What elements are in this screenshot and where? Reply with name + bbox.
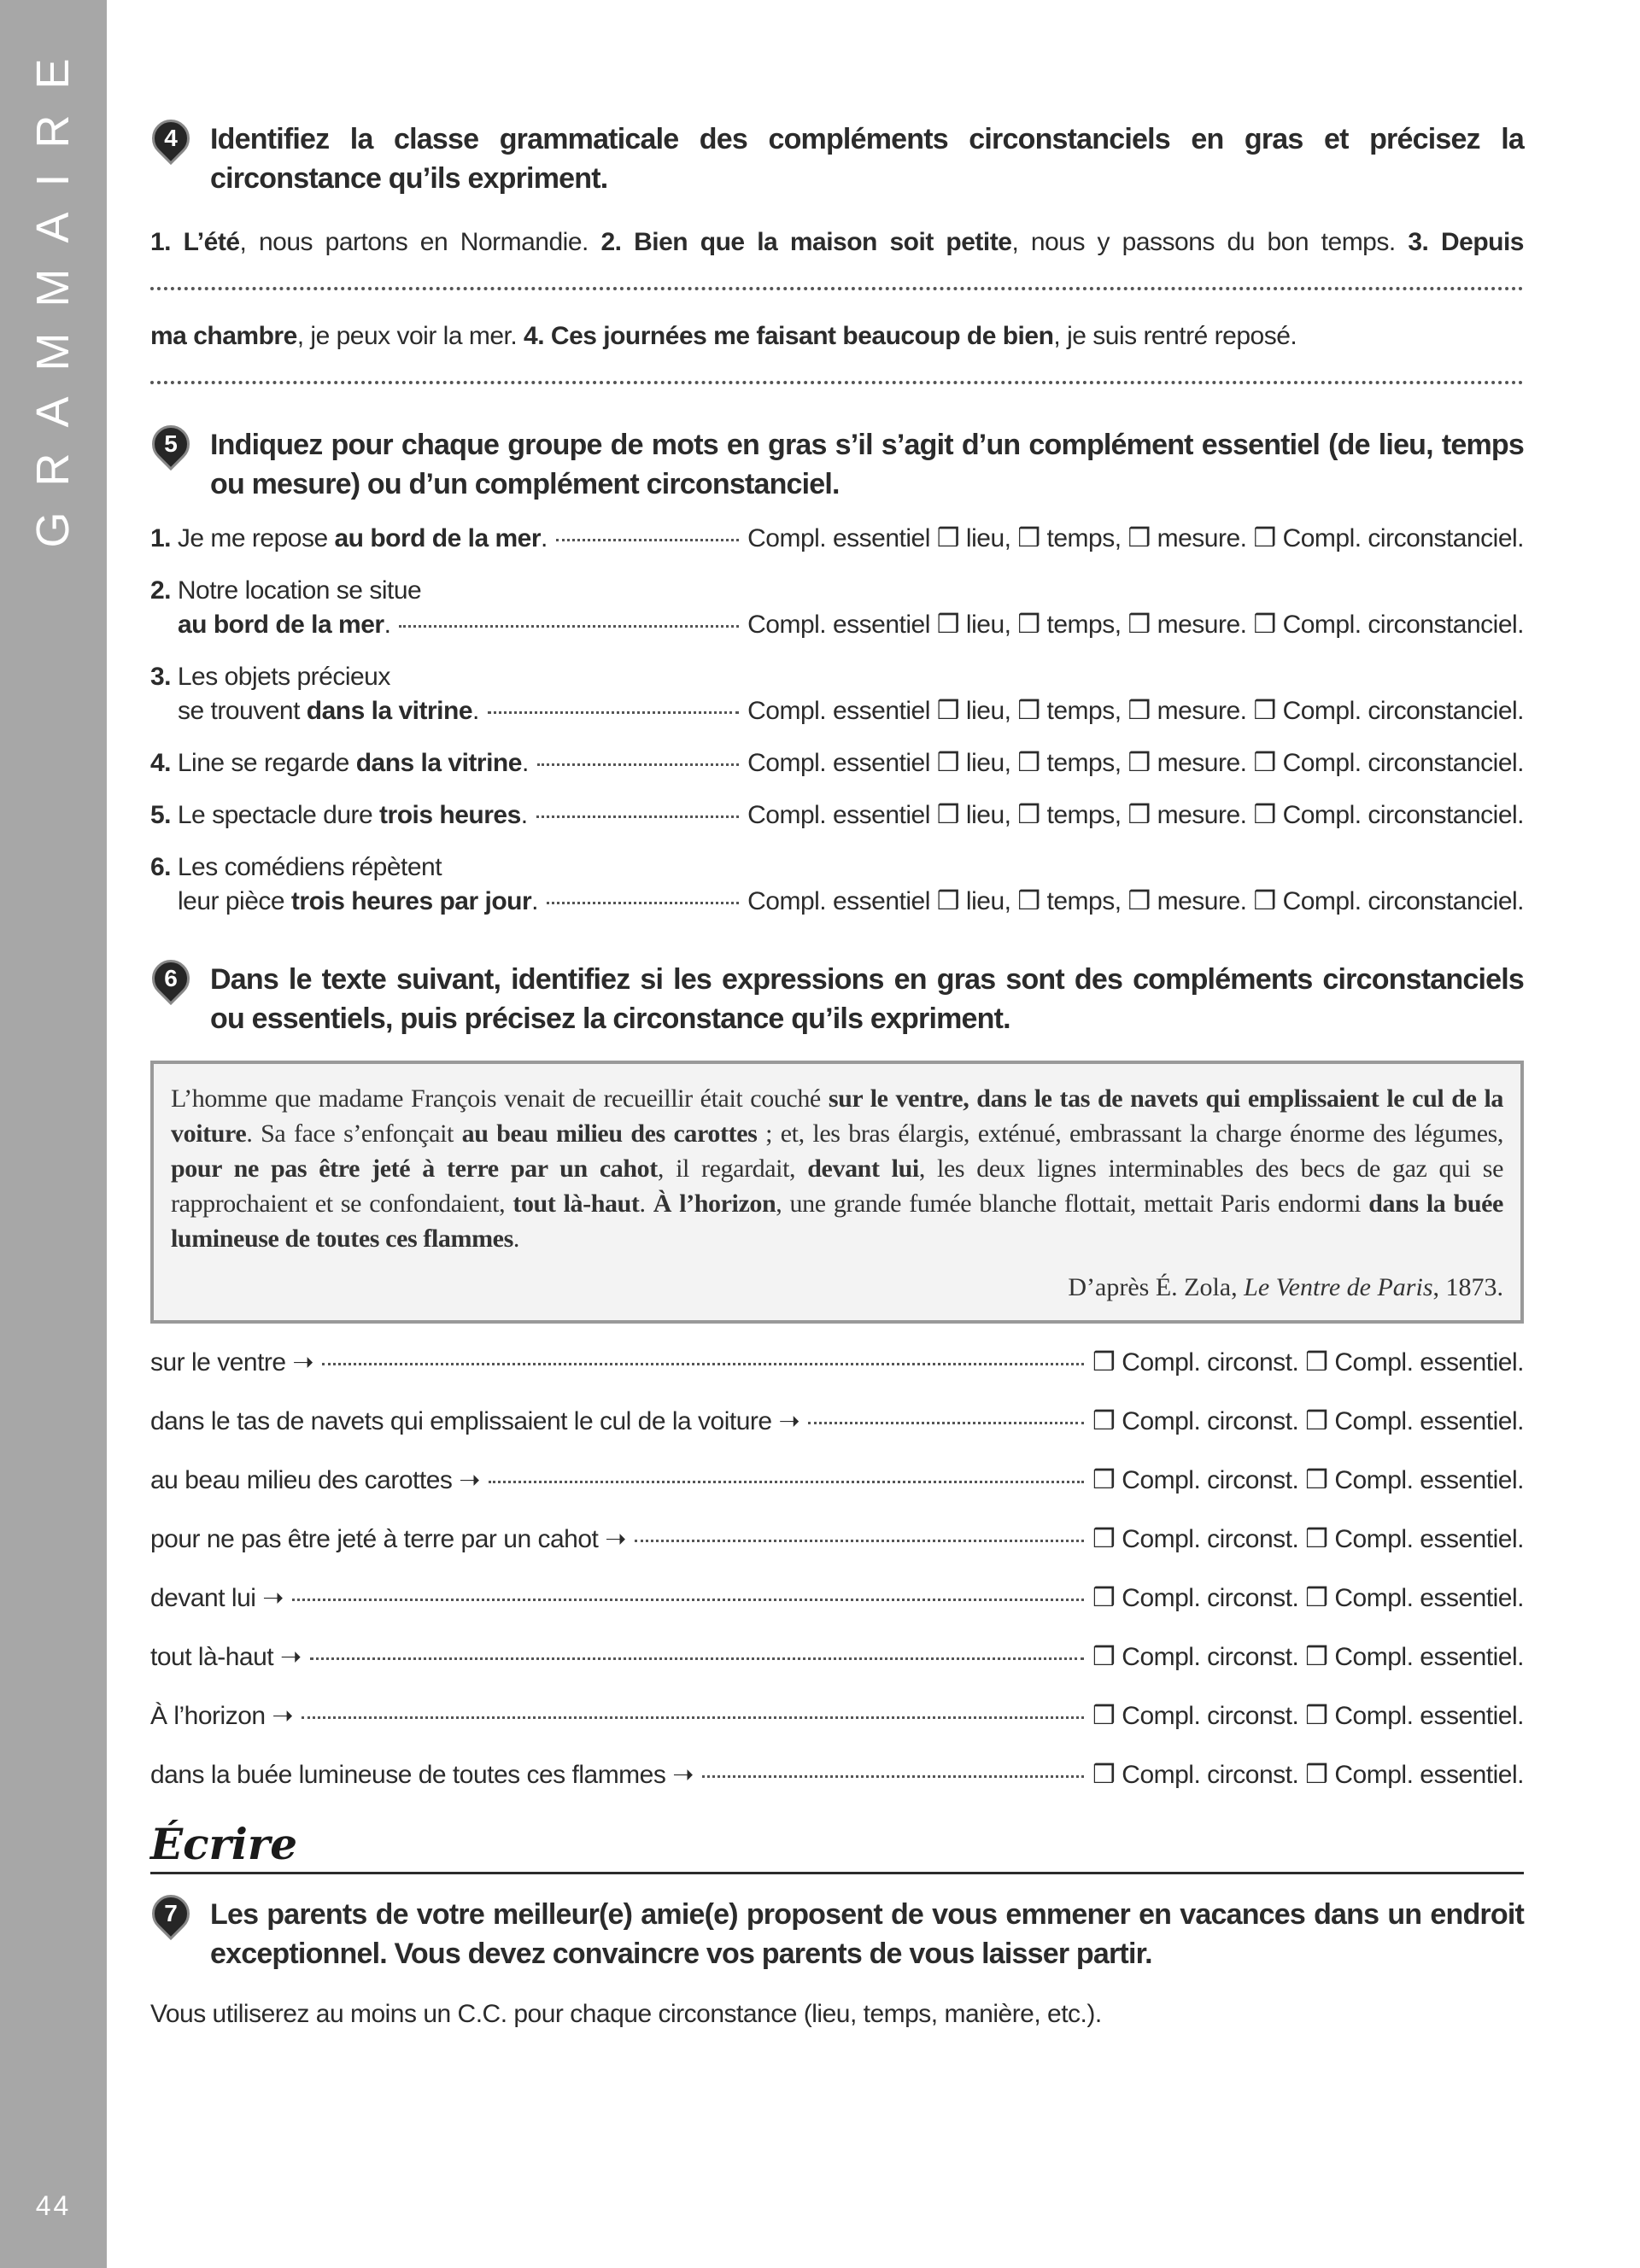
- exercise-6-item: [150, 1758, 1524, 1792]
- expression-label: [150, 1758, 694, 1792]
- text-segment: Le spectacle dure: [177, 801, 380, 829]
- exercise-5-item: [150, 522, 1524, 556]
- checkbox-options[interactable]: Compl. essentiel ❒ lieu, ❒ temps, ❒ mesure. ❒ Compl. circonstanciel.: [747, 524, 1524, 552]
- arrow-icon: ➝: [778, 1407, 800, 1435]
- text-segment: .: [639, 1190, 653, 1218]
- checkbox-options[interactable]: Compl. essentiel ❒ lieu, ❒ temps, ❒ mesure. ❒ Compl. circonstanciel.: [747, 697, 1524, 725]
- item-line: [150, 798, 1524, 833]
- answer-dots[interactable]: [556, 539, 739, 541]
- expression-label: [150, 1640, 302, 1675]
- item-number: 6.: [150, 853, 172, 881]
- exercise-4-title: Identifiez la classe grammaticale des compléments circonstanciels en gras et précisez la circonstance qu’ils expriment.: [210, 123, 1524, 195]
- exercise-number-badge: 4: [144, 112, 197, 165]
- answer-line[interactable]: [150, 287, 1524, 290]
- bold-phrase: tout là-haut: [512, 1190, 640, 1218]
- checkbox-options[interactable]: ❒ Compl. circonst. ❒ Compl. essentiel.: [1092, 1702, 1524, 1730]
- item-number: 5.: [150, 801, 172, 829]
- text-segment: , 1873.: [1432, 1273, 1503, 1301]
- exercise-6-item: [150, 1699, 1524, 1733]
- arrow-icon: ➝: [459, 1466, 480, 1494]
- item-line: [150, 885, 1524, 919]
- item-line: [150, 608, 1524, 642]
- exercise-6-item: [150, 1464, 1524, 1498]
- text-segment: , nous y passons du bon temps.: [1011, 228, 1409, 256]
- exercise-6-items: [150, 1346, 1524, 1792]
- expression: dans le tas de navets qui emplissaient le cul de la voiture: [150, 1407, 772, 1435]
- bold-phrase: au bord de la mer: [334, 524, 542, 552]
- text-segment: , nous partons en Normandie.: [239, 228, 601, 256]
- text-segment: .: [384, 611, 391, 639]
- checkbox-options[interactable]: ❒ Compl. circonst. ❒ Compl. essentiel.: [1092, 1407, 1524, 1435]
- exercise-number-badge: 6: [144, 952, 197, 1005]
- answer-dots[interactable]: [399, 625, 739, 628]
- item-text: [150, 522, 548, 556]
- answer-dots[interactable]: [310, 1657, 1084, 1660]
- expression: dans la buée lumineuse de toutes ces flammes: [150, 1761, 666, 1789]
- item-number: 3.: [150, 663, 172, 691]
- text-segment: .: [541, 524, 548, 552]
- answer-dots[interactable]: [635, 1540, 1084, 1542]
- item-intro-text: Notre location se situe: [177, 576, 422, 605]
- bold-phrase: dans la vitrine: [355, 749, 522, 777]
- bold-phrase: au beau milieu des carottes: [461, 1119, 758, 1148]
- text-segment: D’après É. Zola,: [1068, 1273, 1245, 1301]
- page-number: 44: [35, 2190, 72, 2221]
- text-segment: .: [531, 887, 539, 915]
- expression: au beau milieu des carottes: [150, 1466, 453, 1494]
- answer-dots[interactable]: [292, 1599, 1084, 1601]
- text-segment: .: [512, 1225, 519, 1253]
- bold-phrase: au bord de la mer: [178, 611, 384, 639]
- text-segment: ; et, les bras élargis, exténué, embrassant la charge énorme des légumes,: [757, 1119, 1503, 1148]
- bold-phrase: dans la vitrine: [306, 697, 473, 725]
- exercise-6-item: [150, 1523, 1524, 1557]
- text-segment: , il regardait,: [657, 1154, 808, 1183]
- bold-phrase: 1.: [150, 228, 184, 256]
- bold-phrase: Depuis: [1440, 228, 1524, 256]
- text-segment: .: [472, 697, 479, 725]
- item-number: 4.: [150, 749, 172, 777]
- bold-phrase: L’été: [183, 228, 240, 256]
- expression-label: [150, 1464, 480, 1498]
- text-segment: .: [520, 801, 528, 829]
- exercise-5-item: [150, 798, 1524, 833]
- exercise-4-header: [150, 120, 1524, 198]
- expression-label: [150, 1699, 293, 1733]
- exercise-number-badge: 5: [144, 418, 197, 471]
- section-title: GRAMMAIRE: [27, 32, 79, 548]
- bold-phrase: 2.: [600, 228, 635, 256]
- bold-phrase: 4.: [524, 322, 551, 350]
- bold-phrase: À l’horizon: [653, 1190, 776, 1218]
- exercise-4-line-2: [150, 319, 1524, 354]
- answer-dots[interactable]: [808, 1422, 1084, 1424]
- expression: devant lui: [150, 1584, 256, 1612]
- answer-dots[interactable]: [322, 1363, 1084, 1365]
- item-text: [150, 694, 479, 728]
- arrow-icon: ➝: [292, 1348, 314, 1377]
- answer-dots[interactable]: [489, 1481, 1084, 1483]
- item-intro: [150, 850, 1524, 885]
- exercise-7-instruction: Vous utiliserez au moins un C.C. pour chaque circonstance (lieu, temps, manière, etc.).: [150, 2000, 1102, 2028]
- exercise-5-item: [150, 850, 1524, 919]
- exercise-7-header: [150, 1895, 1524, 1973]
- excerpt-source: [171, 1270, 1503, 1305]
- item-intro: [150, 660, 1524, 694]
- item-text: [150, 746, 529, 780]
- checkbox-options[interactable]: Compl. essentiel ❒ lieu, ❒ temps, ❒ mesure. ❒ Compl. circonstanciel.: [747, 611, 1524, 639]
- exercise-6-item: [150, 1640, 1524, 1675]
- bold-phrase: sur le ventre, dans le tas de navets qui emplissaient le cul de la voiture: [171, 1084, 1503, 1148]
- exercise-5-title: Indiquez pour chaque groupe de mots en gras s’il s’agit d’un complément essentiel (de lieu, temps ou mesure) ou d’un complément circonstanciel.: [210, 429, 1524, 500]
- section-heading-ecrire: Écrire: [150, 1819, 298, 1869]
- answer-dots[interactable]: [702, 1775, 1084, 1778]
- checkbox-options[interactable]: Compl. essentiel ❒ lieu, ❒ temps, ❒ mesure. ❒ Compl. circonstanciel.: [747, 749, 1524, 777]
- exercise-5-item: [150, 746, 1524, 780]
- answer-line[interactable]: [150, 381, 1524, 384]
- checkbox-options[interactable]: ❒ Compl. circonst. ❒ Compl. essentiel.: [1092, 1525, 1524, 1553]
- answer-dots[interactable]: [488, 711, 739, 714]
- text-segment: , une grande fumée blanche flottait, mettait Paris endormi: [776, 1190, 1369, 1218]
- text-segment: Je me repose: [177, 524, 335, 552]
- exercise-5-item: [150, 574, 1524, 642]
- item-text: [150, 798, 528, 833]
- text-segment: .: [521, 749, 529, 777]
- sidebar: [0, 0, 107, 2268]
- checkbox-options[interactable]: Compl. essentiel ❒ lieu, ❒ temps, ❒ mesure. ❒ Compl. circonstanciel.: [747, 801, 1524, 829]
- answer-dots[interactable]: [302, 1716, 1084, 1719]
- answer-dots[interactable]: [536, 815, 740, 818]
- divider: [150, 1872, 1524, 1874]
- bold-phrase: trois heures: [379, 801, 521, 829]
- arrow-icon: ➝: [279, 1643, 302, 1671]
- checkbox-options[interactable]: ❒ Compl. circonst. ❒ Compl. essentiel.: [1092, 1348, 1524, 1377]
- item-intro-text: Les comédiens répètent: [177, 853, 442, 881]
- arrow-icon: ➝: [262, 1584, 284, 1612]
- item-number: 2.: [150, 576, 172, 605]
- arrow-icon: ➝: [672, 1761, 694, 1789]
- main-content: [150, 0, 1524, 2134]
- checkbox-options[interactable]: ❒ Compl. circonst. ❒ Compl. essentiel.: [1092, 1584, 1524, 1612]
- exercise-6-header: [150, 960, 1524, 1038]
- exercise-5-items: [150, 522, 1524, 919]
- text-segment: L’homme que madame François venait de recueillir était couché: [171, 1084, 829, 1113]
- checkbox-options[interactable]: Compl. essentiel ❒ lieu, ❒ temps, ❒ mesure. ❒ Compl. circonstanciel.: [747, 887, 1524, 915]
- expression: tout là-haut: [150, 1643, 274, 1671]
- checkbox-options[interactable]: ❒ Compl. circonst. ❒ Compl. essentiel.: [1092, 1761, 1524, 1789]
- answer-dots[interactable]: [537, 763, 739, 766]
- checkbox-options[interactable]: ❒ Compl. circonst. ❒ Compl. essentiel.: [1092, 1466, 1524, 1494]
- text-segment: , je suis rentré reposé.: [1053, 322, 1297, 350]
- item-intro-text: Les objets précieux: [177, 663, 390, 691]
- bold-phrase: Bien que la maison soit petite: [634, 228, 1012, 256]
- expression-label: [150, 1523, 626, 1557]
- text-segment: se trouvent: [178, 697, 307, 725]
- arrow-icon: ➝: [605, 1525, 626, 1553]
- excerpt-box: [150, 1061, 1524, 1324]
- item-line: [150, 694, 1524, 728]
- exercise-6-item: [150, 1581, 1524, 1616]
- expression-label: [150, 1346, 313, 1380]
- expression: À l’horizon: [150, 1702, 266, 1730]
- text-segment: , je peux voir la mer.: [296, 322, 524, 350]
- item-text: [150, 885, 538, 919]
- answer-dots[interactable]: [547, 902, 739, 904]
- item-line: [150, 746, 1524, 780]
- expression: pour ne pas être jeté à terre par un cahot: [150, 1525, 599, 1553]
- arrow-icon: ➝: [272, 1702, 294, 1730]
- expression-label: [150, 1405, 800, 1439]
- bold-phrase: 3.: [1408, 228, 1441, 256]
- exercise-6-title: Dans le texte suivant, identifiez si les expressions en gras sont des compléments circonstanciels ou essentiels, puis précisez la circonstance qu’ils expriment.: [210, 963, 1524, 1035]
- bold-phrase: dans la buée lumineuse de toutes ces flammes: [171, 1190, 1503, 1253]
- excerpt-text: [171, 1081, 1503, 1256]
- exercise-7-title: Les parents de votre meilleur(e) amie(e) proposent de vous emmener en vacances dans un endroit exceptionnel. Vous devez convaincre vos parents de vous laisser partir.: [210, 1898, 1524, 1970]
- text-segment: Line se regarde: [177, 749, 356, 777]
- text-segment: leur pièce: [178, 887, 291, 915]
- item-number: 1.: [150, 524, 172, 552]
- exercise-4-line-1: [150, 225, 1524, 260]
- exercise-5-item: [150, 660, 1524, 728]
- item-line: [150, 522, 1524, 556]
- checkbox-options[interactable]: ❒ Compl. circonst. ❒ Compl. essentiel.: [1092, 1643, 1524, 1671]
- exercise-6-item: [150, 1346, 1524, 1380]
- exercise-number-badge: 7: [144, 1887, 197, 1940]
- text-segment: . Sa face s’enfonçait: [246, 1119, 462, 1148]
- expression: sur le ventre: [150, 1348, 286, 1377]
- exercise-6-item: [150, 1405, 1524, 1439]
- item-text: [150, 608, 390, 642]
- bold-phrase: ma chambre: [150, 322, 297, 350]
- bold-phrase: devant lui: [807, 1154, 919, 1183]
- text-segment: Le Ventre de Paris: [1244, 1273, 1433, 1301]
- bold-phrase: trois heures par jour: [290, 887, 532, 915]
- bold-phrase: pour ne pas être jeté à terre par un cahot: [171, 1154, 658, 1183]
- bold-phrase: Ces journées me faisant beaucoup de bien: [550, 322, 1054, 350]
- expression-label: [150, 1581, 284, 1616]
- text-segment: , les deux lignes interminables des becs de gaz qui se rapprochaient et se confondaient,: [171, 1154, 1503, 1218]
- exercise-5-header: [150, 425, 1524, 504]
- item-intro: [150, 574, 1524, 608]
